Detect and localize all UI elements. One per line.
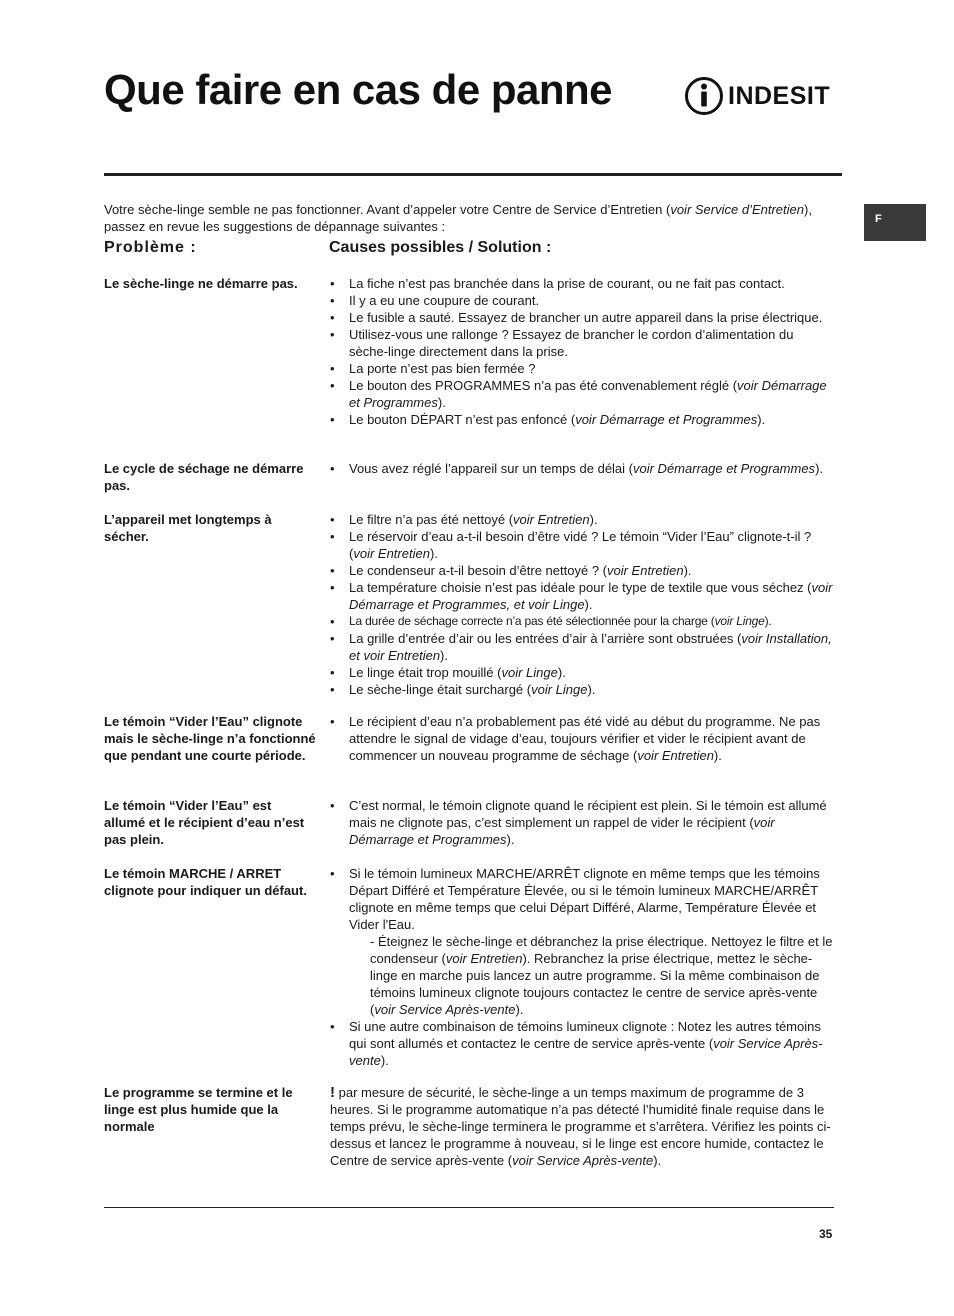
problem-label: Le témoin “Vider l’Eau” clignote mais le sèche-linge n’a fonctionné que pendant une courte période. <box>104 714 316 763</box>
cause-item: • La durée de séchage correcte n’a pas été sélectionnée pour la charge (voir Linge). <box>330 613 836 630</box>
cause-item: • Utilisez-vous une rallonge ? Essayez de brancher le cordon d’alimentation du sèche-linge directement dans la prise. <box>330 326 836 360</box>
cause-item: • La grille d’entrée d’air ou les entrées d’air à l’arrière sont obstruées (voir Installation, et voir Entretien). <box>330 630 836 664</box>
cause-item: • Le filtre n’a pas été nettoyé (voir Entretien). <box>330 511 836 528</box>
cause-item: • La fiche n’est pas branchée dans la prise de courant, ou ne fait pas contact. <box>330 275 836 292</box>
causes-list <box>330 865 836 1069</box>
language-tab[interactable]: F <box>864 204 926 241</box>
cause-item: • Il y a eu une coupure de courant. <box>330 292 836 309</box>
cause-item: • Le bouton DÉPART n’est pas enfoncé (voir Démarrage et Programmes). <box>330 411 836 428</box>
problem-label: Le témoin MARCHE / ARRET clignote pour indiquer un défaut. <box>104 866 307 898</box>
page-number: 35 <box>819 1227 833 1241</box>
cause-item: • La température choisie n’est pas idéale pour le type de textile que vous séchez (voir Démarrage et Programmes, et voir Linge). <box>330 579 836 613</box>
cause-item: • Le linge était trop mouillé (voir Linge). <box>330 664 836 681</box>
causes-list <box>330 797 836 848</box>
cause-item: • Vous avez réglé l’appareil sur un temps de délai (voir Démarrage et Programmes). <box>330 460 836 477</box>
cause-item: • Le bouton des PROGRAMMES n’a pas été convenablement réglé (voir Démarrage et Programmes). <box>330 377 836 411</box>
cause-item: • C’est normal, le témoin clignote quand le récipient est plein. Si le témoin est allumé mais ne clignote pas, c’est simplement un rappel de vider le récipient (voir Démarrage et Programmes). <box>330 797 836 848</box>
cause-item: • Si le témoin lumineux MARCHE/ARRÊT clignote en même temps que les témoins Départ Différé et Température Élevée, ou si le témoin lumineux MARCHE/ARRÊT clignote en même temps que celui Départ Différé, Alarme, Température Élevée et Vider l'Eau. <box>330 865 836 933</box>
brand-logo <box>684 74 830 118</box>
cause-item: • Le condenseur a-t-il besoin d’être nettoyé ? (voir Entretien). <box>330 562 836 579</box>
causes-list <box>330 460 836 477</box>
indesit-logo-icon <box>684 76 724 116</box>
cause-item: • Si une autre combinaison de témoins lumineux clignote : Notez les autres témoins qui sont allumés et contactez le centre de service après-vente (voir Service Après-vente). <box>330 1018 836 1069</box>
cause-item: • La porte n’est pas bien fermée ? <box>330 360 836 377</box>
causes-list <box>330 511 836 698</box>
problem-label: Le cycle de séchage ne démarre pas. <box>104 461 304 493</box>
cause-subitem: - Éteignez le sèche-linge et débranchez la prise électrique. Nettoyez le filtre et le condenseur (voir Entretien). Rebranchez la prise électrique, mettez le sèche-linge en marche puis lancez un autre programme. Si la même combinaison de témoins lumineux clignote toujours contactez le centre de service après-vente (voir Service Après-vente). <box>370 934 833 1017</box>
brand-name: INDESIT <box>728 81 831 110</box>
problem-label: L’appareil met longtemps à sécher. <box>104 512 272 544</box>
page-title: Que faire en cas de panne <box>104 66 613 113</box>
cause-item: • Le sèche-linge était surchargé (voir Linge). <box>330 681 836 698</box>
problem-label: Le sèche-linge ne démarre pas. <box>104 276 298 291</box>
problem-column-heading: Problème : <box>104 239 197 256</box>
intro-paragraph <box>104 201 824 235</box>
intro-ref: voir Service d’Entretien <box>670 202 804 217</box>
warning-icon: ! <box>330 1084 335 1101</box>
problem-label: Le programme se termine et le linge est plus humide que la normale <box>104 1085 293 1134</box>
problem-label: Le témoin “Vider l’Eau” est allumé et le récipient d’eau n’est pas plein. <box>104 798 305 847</box>
causes-column-heading: Causes possibles / Solution : <box>329 239 552 256</box>
cause-item: • Le fusible a sauté. Essayez de brancher un autre appareil dans la prise électrique. <box>330 309 836 326</box>
causes-list <box>330 713 836 764</box>
header-divider <box>104 173 842 176</box>
causes-list <box>330 275 836 428</box>
cause-item: • Le récipient d’eau n’a probablement pas été vidé au début du programme. Ne pas attendre le signal de vidage d’eau, toujours vérifier et vider le récipient avant de commencer un nouveau programme de séchage (voir Entretien). <box>330 713 836 764</box>
footer-divider <box>104 1207 834 1208</box>
cause-item: • Le réservoir d’eau a-t-il besoin d’être vidé ? Le témoin “Vider l’Eau” clignote-t-il ? (voir Entretien). <box>330 528 836 562</box>
warning-note: ! par mesure de sécurité, le sèche-linge a un temps maximum de programme de 3 heures. Si le programme automatique n’a pas détecté l’humidité finale requise dans le temps prévu, le sèche-linge terminera le programme et s’arrêtera. Vérifiez les points ci-dessus et lancez le programme à nouveau, si le linge est encore humide, contactez le Centre de service après-vente (voir Service Après-vente). <box>330 1084 831 1168</box>
intro-text: Votre sèche-linge semble ne pas fonctionner. Avant d’appeler votre Centre de Service d’Entretien ( <box>104 202 671 217</box>
intro-text-end: ), passez en revue les suggestions de dépannage suivantes : <box>104 202 812 234</box>
